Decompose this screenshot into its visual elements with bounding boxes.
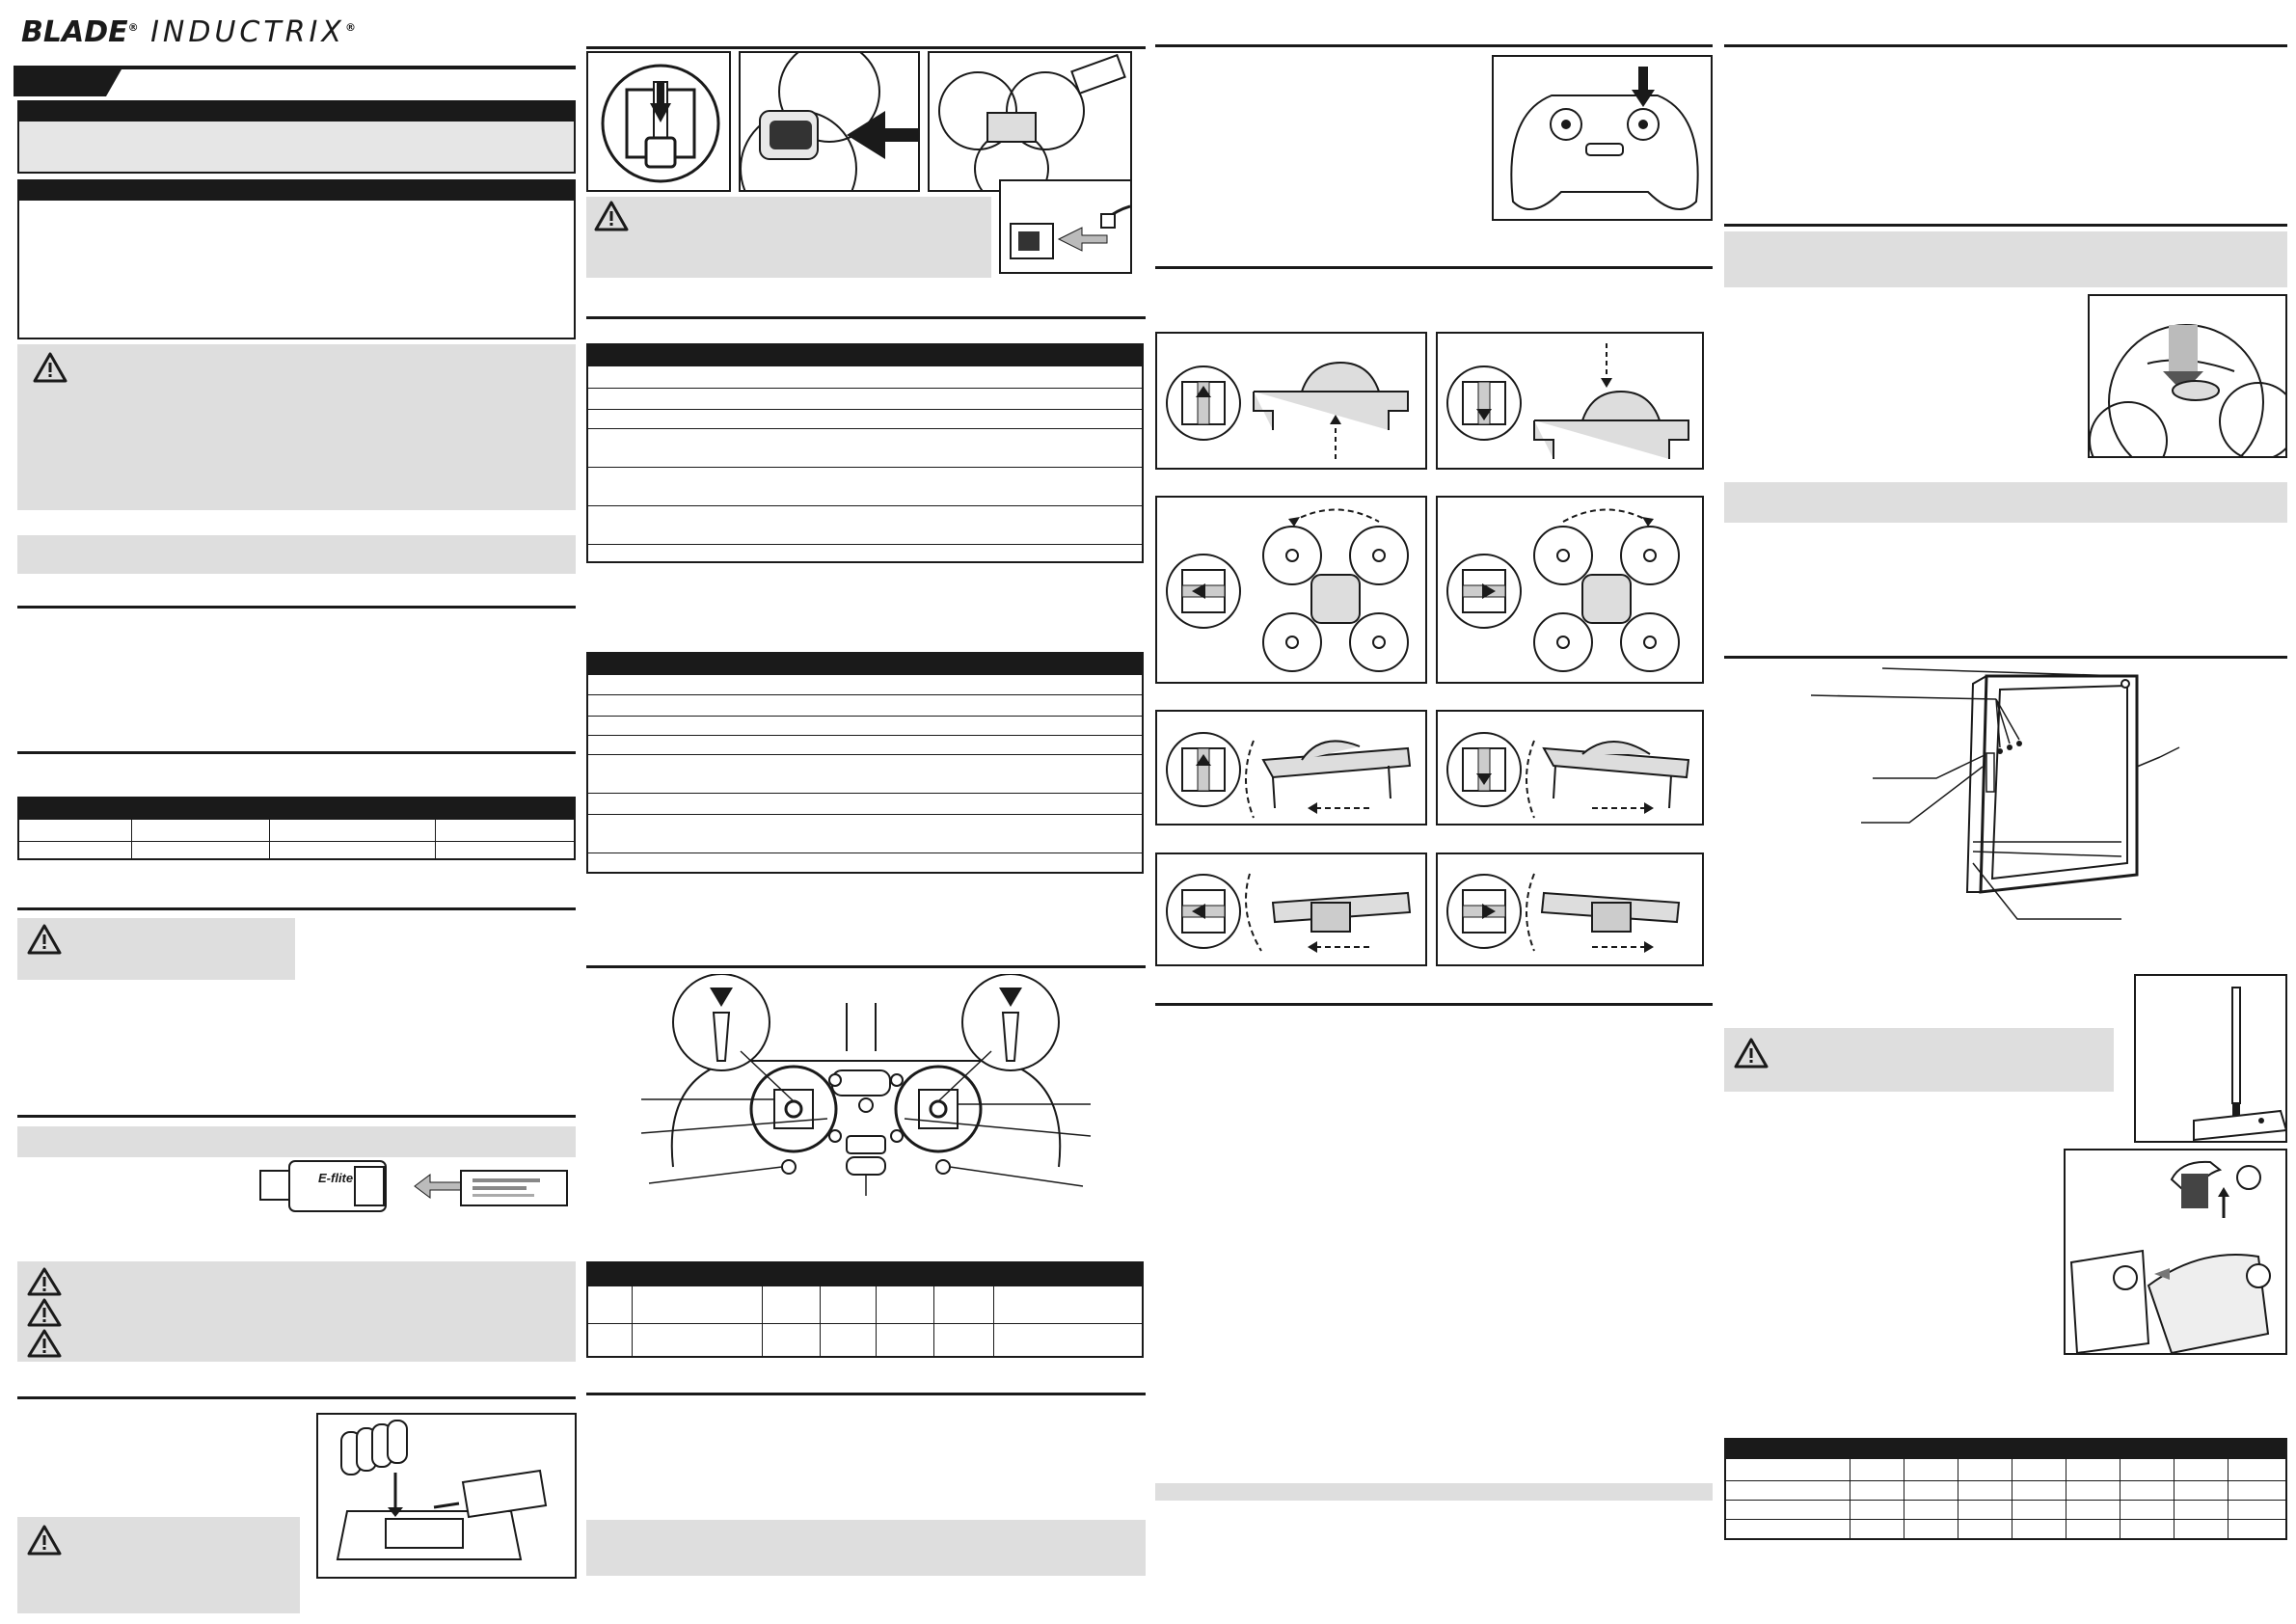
warning-triangle-icon [27, 924, 62, 955]
section-rule [586, 965, 1146, 968]
warning-triangle-icon [1734, 1038, 1769, 1069]
pitch-forward-figure [1155, 710, 1427, 826]
transmitter-bind-figure [1492, 55, 1713, 221]
warning-triangle-icon [27, 1267, 62, 1296]
warning-triangle-icon [594, 201, 629, 231]
section-rule [1155, 44, 1713, 47]
section-rule [1724, 656, 2287, 659]
roll-right-figure [1436, 853, 1704, 966]
battery-insert-figure [739, 51, 920, 192]
footnote-panel [1155, 1483, 1713, 1501]
throttle-down-drone-figure [1436, 332, 1704, 470]
special-language-header [19, 181, 574, 201]
warning-triangle-icon [27, 1329, 62, 1358]
special-language-box [17, 179, 576, 339]
logo-brand: BLADE [21, 15, 128, 49]
lipo-warning-panel [17, 918, 295, 980]
transmitter-controls-diagram [586, 974, 1146, 1200]
section-rule [17, 606, 576, 609]
binding-table [586, 343, 1144, 563]
low-voltage-panel [1724, 231, 2287, 287]
section-rule [17, 1115, 576, 1118]
connector-detail-figure [999, 179, 1132, 274]
throttle-up-figure [1155, 332, 1427, 470]
charging-header-panel [17, 1126, 576, 1157]
usb-charger-figure [241, 1157, 579, 1225]
yaw-right-figure [1436, 496, 1704, 684]
channel-frequency-table [1724, 1438, 2287, 1540]
warning-triangle-icon [33, 352, 68, 383]
logo-brand-mark: ® [127, 21, 140, 34]
monitor-mount-figure [2064, 1149, 2287, 1355]
warning-triangle-icon [27, 1298, 62, 1327]
eflite-label: E-flite [318, 1171, 354, 1185]
section-rule [17, 907, 576, 910]
antenna-figure [2134, 974, 2287, 1143]
section-rule [1155, 1003, 1713, 1006]
mode-table [586, 1261, 1144, 1358]
section-rule [586, 316, 1146, 319]
logo-product: INDUCTRIX [150, 15, 345, 49]
logo-product-mark: ® [344, 21, 357, 34]
roll-left-figure [1155, 853, 1427, 966]
brand-logo [21, 15, 357, 49]
motor-detail-figure [2088, 294, 2287, 458]
notice-header [19, 102, 574, 122]
section-rule [17, 1396, 576, 1399]
flight-check-table [586, 652, 1144, 874]
antenna-warning-panel [1724, 1028, 2114, 1092]
section-rule [1724, 44, 2287, 47]
language-tab [14, 69, 122, 98]
throttle-down-figure [586, 51, 731, 192]
section-rule [586, 1393, 1146, 1395]
tip-panel [586, 1520, 1146, 1576]
connect-warning-panel [586, 197, 991, 278]
specs-table [17, 797, 576, 860]
pitch-back-figure [1436, 710, 1704, 826]
warning-panel [17, 344, 576, 510]
transmitter-battery-figure [316, 1413, 577, 1579]
battery-warning-panel [17, 1517, 300, 1613]
notice-box [17, 100, 576, 174]
charging-warnings-panel [17, 1261, 576, 1362]
section-rule [17, 751, 576, 754]
battery-connect-figure [928, 51, 1132, 192]
age-recommendation-panel [17, 535, 576, 574]
info-panel [1724, 482, 2287, 523]
yaw-left-figure [1155, 496, 1427, 684]
fpv-monitor-diagram [1794, 661, 2199, 921]
section-rule [586, 46, 1146, 49]
warning-triangle-icon [27, 1525, 62, 1556]
section-rule [1155, 266, 1713, 269]
section-rule [1724, 224, 2287, 227]
